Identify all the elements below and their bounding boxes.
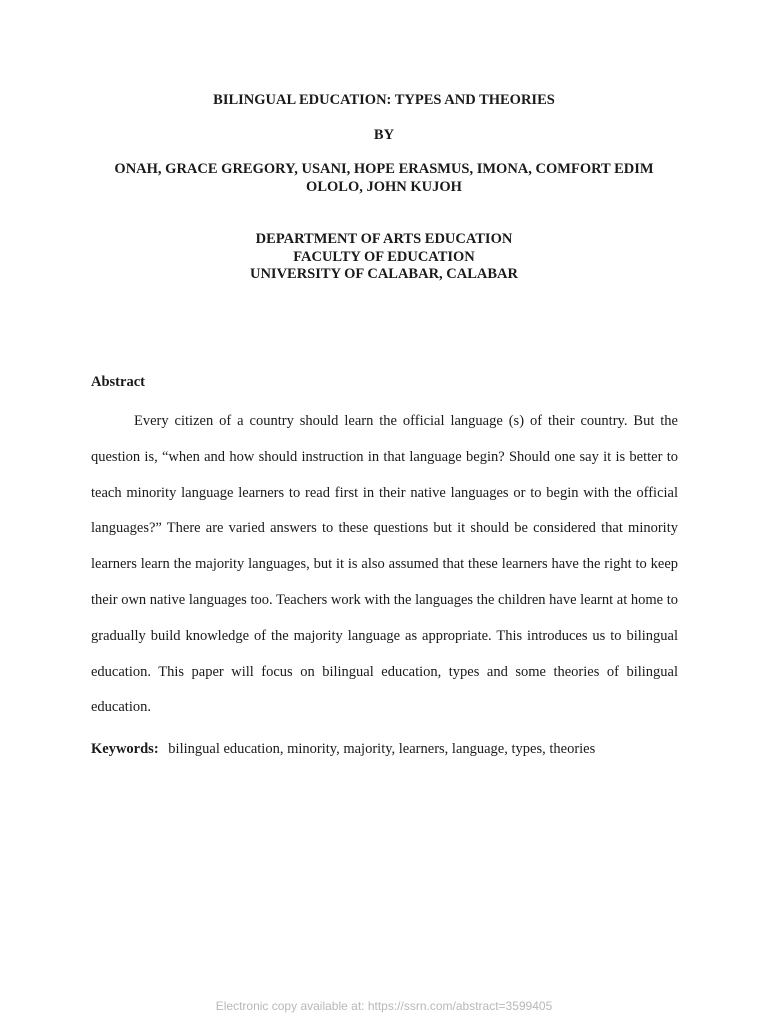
abstract-body: Every citizen of a country should learn the official language (s) of their country. But the question is, “when and how should instruction in that language begin? Should one say it is better to teach minority language learners to read first in their native languages or to begin with the official languages?” There are varied answers to these questions but it should be considered that minority learners learn the majority languages, but it is also assumed that these learners have the right to keep their own native languages too. Teachers work with the languages the children have learnt at home to gradually build knowledge of the majority language as appropriate. This introduces us to bilingual education. This paper will focus on bilingual education, types and some theories of bilingual education. <box>91 413 678 716</box>
department-name: DEPARTMENT OF ARTS EDUCATION <box>255 231 513 247</box>
authors-line-2: OLOLO, JOHN KUJOH <box>306 179 462 195</box>
affiliation <box>0 231 768 284</box>
faculty-name: FACULTY OF EDUCATION <box>293 248 475 265</box>
keywords-label: Keywords: <box>91 741 159 757</box>
author-list <box>0 160 768 196</box>
by-line: BY <box>373 127 395 143</box>
authors-line-1: ONAH, GRACE GREGORY, USANI, HOPE ERASMUS, IMONA, COMFORT EDIM <box>114 161 654 177</box>
ssrn-footer-link[interactable]: Electronic copy available at: https://ssrn.com/abstract=3599405 <box>215 999 553 1013</box>
keywords-text: bilingual education, minority, majority, learners, language, types, theories <box>168 741 596 757</box>
paper-title: BILINGUAL EDUCATION: TYPES AND THEORIES <box>213 92 555 108</box>
keywords-line <box>91 741 691 758</box>
university-name: UNIVERSITY OF CALABAR, CALABAR <box>249 266 518 282</box>
abstract-heading: Abstract <box>91 374 145 390</box>
